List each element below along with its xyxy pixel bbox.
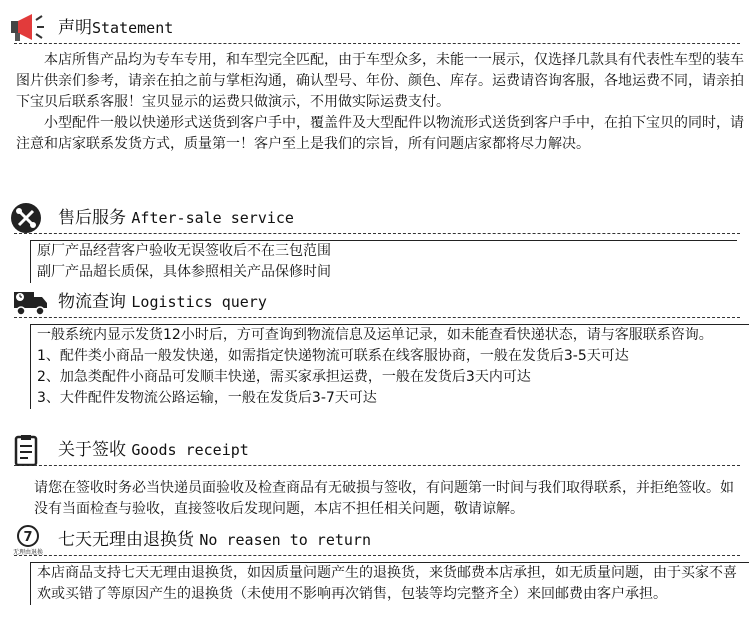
after-sale-body — [30, 240, 737, 283]
receipt-divider — [14, 465, 740, 466]
seven-day-return-icon — [8, 524, 48, 556]
delivery-truck-icon — [10, 286, 46, 318]
statement-paragraph-2: 小型配件一般以快递形式送货到客户手中，覆盖件及大型配件以物流形式送货到客户手中，在拍下宝贝的同时，请注意和店家联系发货方式，质量第一！客户至上是我们的宗旨，所有问题店家都将尽力解决。 — [16, 115, 744, 152]
megaphone-icon — [10, 12, 46, 44]
logistics-body — [30, 324, 749, 409]
after-sale-line-2: 副厂产品超长质保，具体参照相关产品保修时间 — [37, 264, 331, 280]
after-sale-header — [0, 202, 750, 234]
logistics-line-2: 1、配件类小商品一般发快递，如需指定快递物流可联系在线客服协商，一般在发货后3-5天可达 — [37, 348, 629, 364]
receipt-title-en: Goods receipt — [131, 441, 249, 459]
logistics-line-3: 2、加急类配件小商品可发顺丰快递，需买家承担运费，一般在发货后3天内可达 — [37, 369, 531, 385]
after-sale-line-1: 原厂产品经营客户验收无误签收后不在三包范围 — [37, 243, 331, 259]
return-divider — [14, 555, 740, 556]
after-sale-title — [58, 208, 294, 228]
return-section — [0, 524, 750, 602]
clipboard-icon — [10, 434, 46, 466]
statement-title-en: Statement — [92, 19, 174, 37]
logistics-section — [0, 286, 750, 406]
logistics-line-4: 3、大件配件发物流公路运输，一般在发货后3-7天可达 — [37, 390, 377, 406]
logistics-header — [0, 286, 750, 318]
return-title-cn: 七天无理由退换货 — [58, 530, 194, 550]
return-header — [0, 524, 750, 556]
statement-title-cn: 声明 — [58, 18, 92, 38]
logistics-line-1: 一般系统内显示发货12小时后，方可查询到物流信息及运单记录，如未能查看快递状态，请与客服联系咨询。 — [37, 327, 713, 343]
after-sale-title-en: After-sale service — [131, 209, 294, 227]
return-title — [58, 530, 371, 550]
receipt-title-cn: 关于签收 — [58, 440, 126, 460]
return-title-en: No reasen to return — [199, 531, 371, 549]
receipt-body — [34, 478, 744, 520]
return-paragraph: 本店商品支持七天无理由退换货，如因质量问题产生的退换货，来货邮费本店承担，如无质量问题，由于买家不喜欢或买错了等原因产生的退换货（未使用不影响再次销售，包装等均完整齐全）来回邮费由客户承担。 — [37, 565, 737, 602]
logistics-title-cn: 物流查询 — [58, 292, 126, 312]
receipt-section — [0, 434, 750, 517]
statement-title — [58, 18, 173, 38]
wrench-screwdriver-icon — [10, 202, 46, 234]
return-icon-caption: 无理由退换 — [12, 549, 44, 556]
return-body — [30, 562, 749, 605]
statement-paragraph-1: 本店所售产品均为专车专用，和车型完全匹配，由于车型众多，未能一一展示，仅选择几款具有代表性车型的装车图片供亲们参考，请亲在拍之前与掌柜沟通，确认型号、年份、颜色、库存。运费请咨询客服，各地运费不同，请亲拍下宝贝后联系客服！宝贝显示的运费只做演示，不用做实际运费支付。 — [16, 52, 744, 110]
receipt-header — [0, 434, 750, 466]
logistics-title — [58, 292, 267, 312]
statement-section — [0, 12, 750, 152]
after-sale-section — [0, 202, 750, 280]
return-icon-badge: 7 — [23, 530, 33, 545]
statement-header — [0, 12, 750, 44]
statement-body — [16, 50, 744, 155]
logistics-divider — [14, 317, 740, 318]
receipt-title — [58, 440, 249, 460]
statement-divider — [14, 43, 740, 44]
receipt-paragraph: 请您在签收时务必当快递员面验收及检查商品有无破损与签收，有问题第一时间与我们取得联系，并拒绝签收。如没有当面检查与验收，直接签收后发现问题，本店不担任相关问题，敬请谅解。 — [34, 480, 734, 517]
after-sale-title-cn: 售后服务 — [58, 208, 126, 228]
logistics-title-en: Logistics query — [131, 293, 267, 311]
after-sale-divider — [14, 233, 740, 234]
